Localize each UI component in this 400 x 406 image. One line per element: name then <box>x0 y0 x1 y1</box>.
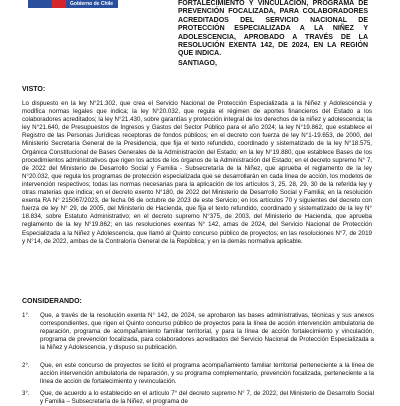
logo-text: Gobierno de Chile <box>70 1 114 7</box>
city-line: SANTIAGO, <box>178 60 217 67</box>
government-logo <box>28 0 118 8</box>
logo-blue-block <box>28 0 52 8</box>
item-text: Que, a través de la resolución exenta N° 142, de 2024, se aprobaron las bases administrativas, técnicas y sus anexos correspondientes, que rigen el Quinto concurso público de proyectos para la línea de acción intervención ambulatoria de reparación, programa de acompañamiento familiar territorial, y para la línea de acción fortalecimiento y vinculación, programa de prevención focalizada, para colaboradores acreditados del Servicio Nacional de Protección Especializada a la Niñez y Adolescencia, y dispuso su publicación. <box>40 312 374 352</box>
considerando-item <box>22 362 374 386</box>
considerando-heading: CONSIDERANDO: <box>22 298 82 305</box>
item-text: Que, en este concurso de proyectos se licitó el programa acompañamiento familiar territorial perteneciente a la línea de acción intervención ambulatoria de reparación, y su programa complementario, prevención focalizada, perteneciente a la línea de acción de fortalecimiento y revinculación. <box>40 362 374 386</box>
item-number: 1°. <box>22 312 30 319</box>
visto-paragraph: Lo dispuesto en la ley N°21.302, que crea el Servicio Nacional de Protección Especializada a la Niñez y Adolescencia y modifica normas legales que indica; la ley N°20.032, que regula el régimen de aportes financieros del Estado a los colaboradores acreditados; la ley N°21.430, sobre garantías y protección integral de los derechos de la niñez y adolescencia; la ley N°21.640, de Presupuestos de Ingresos y Gastos del Sector Público para el año 2024; la ley N°19.862, que establece el Registro de las Personas Jurídicas receptoras de fondos públicos; en el decreto con fuerza de ley N°1-19.653, de 2000, del Ministerio Secretaría General de la Presidencia, que fija el texto refundido, coordinado y sistematizado de la ley N°18.575, Orgánica Constitucional de Bases Generales de la Administración del Estado; en la ley N°19.880, que establece Bases de los procedimientos administrativos que rigen los actos de los órganos de la Administración del Estado; en el decreto supremo N° 7, de 2022 del Ministerio de Desarrollo Social y Familia - Subsecretaría de la Niñez, que aprueba el reglamento de la ley N°20.032, que regula los programas de protección especializada que se desarrollarán en cada línea de acción, los modelos de intervención respectivos; todas las normas necesarias para la aplicación de los artículos 3, 25, 28, 29, 30 de la referida ley y otras materias que indica; en el decreto exento N°180, de 2022 del Ministerio de Desarrollo Social y Familia; en la resolución exenta RA N° 215067/2023, de fecha 06 de octubre de 2023 de este Servicio; en los artículos 70 y siguientes del decreto con fuerza de ley N° 29, de 2005, del Ministerio de Hacienda, que fija el texto refundido, coordinado y sistematizado de la ley N° 18.834, sobre Estatuto Administrativo; en el decreto supremo N°375, de 2003, del Ministerio de Hacienda, que aprueba reglamento de la ley N°19.862; en las resoluciones exentas N° 142, amas de 2024, del Servicio Nacional de Protección Especializada a la Niñez y Adolescencia, que llamó al Quinto concurso público de proyectos; en las resoluciones N°7, de 2019 y N°14, de 2022, ambas de la Contraloría General de la República; y en la demás normativa aplicable. <box>22 100 372 245</box>
considerando-item <box>22 312 374 352</box>
item-text: Que, de acuerdo a lo establecido en el artículo 7° del decreto supremo N° 7, de 2022, del Ministerio de Desarrollo Social y Familia – Subsecretaría de la Niñez, el programa de <box>40 390 374 406</box>
considerando-item <box>22 390 374 406</box>
item-number: 3°. <box>22 390 30 397</box>
visto-heading: VISTO: <box>22 86 46 93</box>
logo-red-block <box>52 0 66 8</box>
item-number: 2°. <box>22 362 30 369</box>
resolution-title: FORTALECIMIENTO Y VINCULACIÓN, PROGRAMA DE PREVENCIÓN FOCALIZADA, PARA COLABORADORES ACREDITADOS DEL SERVICIO NACIONAL DE PROTECCIÓN ESPECIALIZADA A LA NIÑEZ Y ADOLESCENCIA, APROBADO A TRAVÉS DE LA RESOLUCIÓN EXENTA 142, DE 2024, EN LA REGIÓN QUE INDICA. <box>178 0 368 58</box>
